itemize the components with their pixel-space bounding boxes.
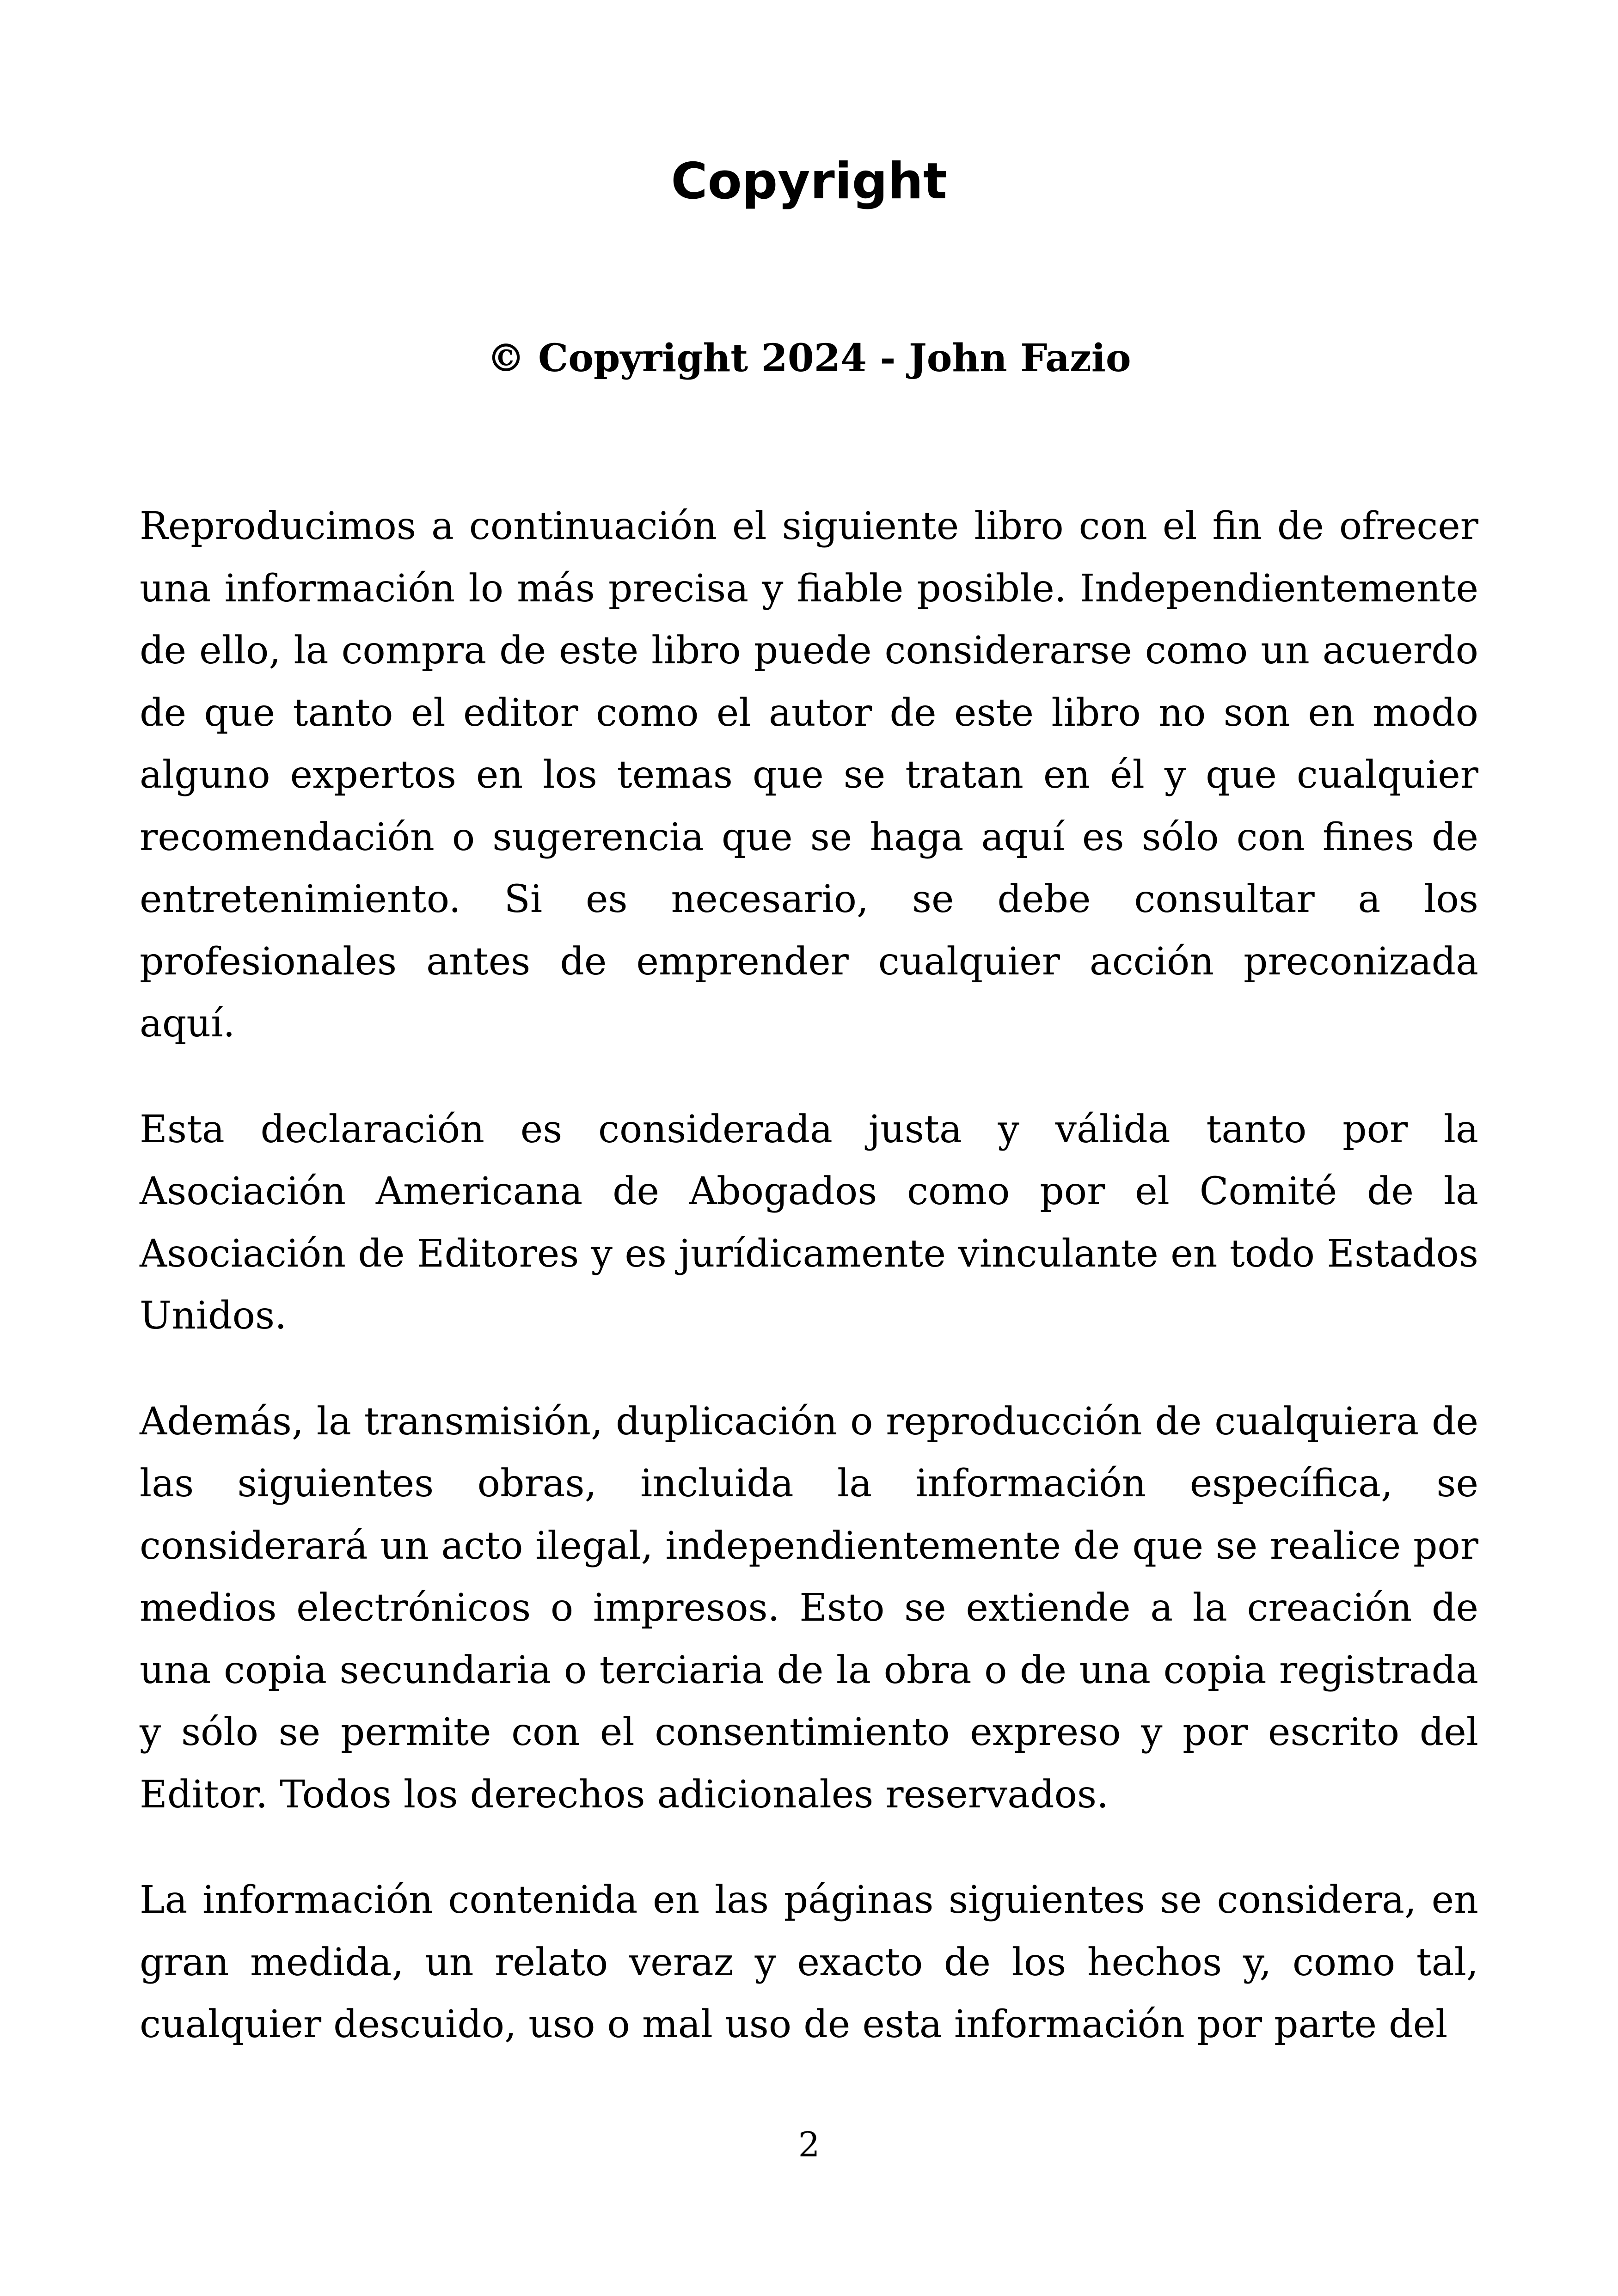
- paragraph-disclaimer: Reproducimos a continuación el siguiente libro con el fin de ofrecer una información lo más precisa y fiable posible. Independientemente de ello, la compra de este libro puede considerarse como un acuerdo de que tanto el editor como el autor de este libro no son en modo alguno expertos en los temas que se tratan en él y que cualquier recomendación o sugerencia que se haga aquí es sólo con fines de entretenimiento. Si es necesario, se debe consultar a los profesionales antes de emprender cualquier acción preconizada aquí.: [140, 504, 1478, 1046]
- page-title: Copyright: [671, 153, 947, 210]
- paragraph-reproduction: Además, la transmisión, duplicación o reproducción de cualquiera de las siguientes obras, incluida la información específica, se considerará un acto ilegal, independientemente de que se realice por medios electrónicos o impresos. Esto se extiende a la creación de una copia secundaria o terciaria de la obra o de una copia registrada y sólo se permite con el consentimiento expreso y por escrito del Editor. Todos los derechos adicionales reservados.: [140, 1399, 1478, 1817]
- copyright-notice: © Copyright 2024 - John Fazio: [487, 336, 1131, 380]
- paragraph-information: La información contenida en las páginas siguientes se considera, en gran medida, un relato veraz y exacto de los hechos y, como tal, cualquier descuido, uso o mal uso de esta información por parte del: [140, 1878, 1478, 2046]
- body-text: [140, 496, 1478, 2100]
- page-number: 2: [798, 2125, 820, 2165]
- paragraph-declaration: Esta declaración es considerada justa y válida tanto por la Asociación Americana de Abogados como por el Comité de la Asociación de Editores y es jurídicamente vinculante en todo Estados Unidos.: [140, 1107, 1478, 1338]
